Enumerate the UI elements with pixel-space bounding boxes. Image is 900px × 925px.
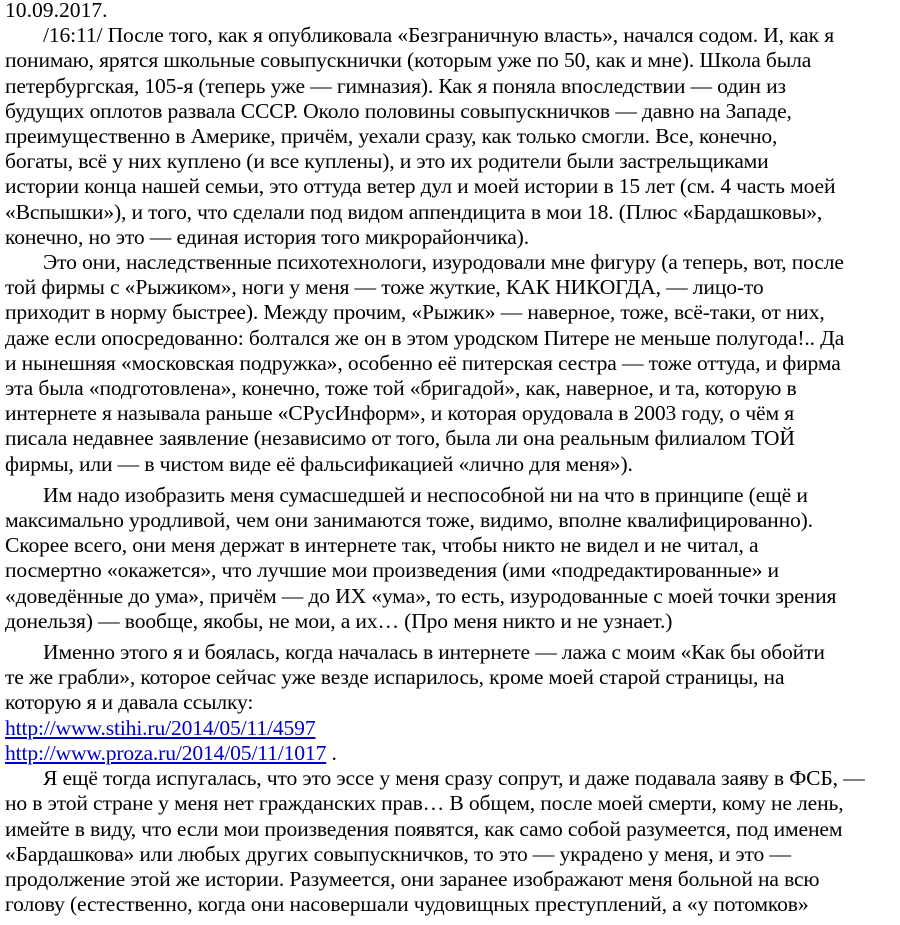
text-line: интернете я называла раньше «СРусИнформ», и которая орудовала в 2003 году, о чём я	[5, 401, 795, 426]
text-line: богаты, всё у них куплено (и все куплены), и это их родители были застрельщиками	[5, 149, 769, 174]
text-line: посмертно «окажется», что лучшие мои произведения (ими «подредактированные» и	[5, 558, 779, 583]
text-line: Им надо изобразить меня сумасшедшей и неспособной ни на что в принципе (ещё и	[43, 482, 808, 507]
text-line: приходит в норму быстрее). Между прочим, «Рыжик» — наверное, тоже, всё-таки, от них,	[5, 300, 825, 325]
text-line: Скорее всего, они меня держат в интернете так, чтобы никто не видел и не читал, а	[5, 533, 759, 558]
paragraph-5	[5, 766, 895, 917]
text-line: той фирмы с «Рыжиком», ноги у меня — тоже жуткие, КАК НИКОГДА, — лицо-то	[5, 275, 764, 300]
text-line: /16:11/ После того, как я опубликовала «Безграничную власть», начался содом. И, как я	[43, 23, 834, 48]
text-line: Я ещё тогда испугалась, что это эссе у меня сразу сопрут, и даже подавала заяву в ФСБ, —	[43, 766, 865, 791]
text-line: но в этой стране у меня нет гражданских прав… В общем, после моей смерти, кому не лень,	[5, 791, 844, 816]
text-line: голову (естественно, когда они насовершали чудовищных преступлений, а «у потомков»	[5, 892, 809, 917]
text-line: писала недавнее заявление (независимо от того, была ли она реальным филиалом ТОЙ	[5, 426, 795, 451]
text-line: понимаю, ярятся школьные совыпускнички (которым уже по 50, как и мне). Школа была	[5, 48, 812, 73]
paragraph-2	[5, 250, 895, 477]
text-line: фирмы, или — в чистом виде её фальсификацией «лично для меня»).	[5, 451, 633, 476]
text-line: продолжение этой же истории. Разумеется, они заранее изображают меня больной на всю	[5, 866, 820, 891]
text-line: петербургская, 105-я (теперь уже — гимназия). Как я поняла впоследствии — один из	[5, 73, 786, 98]
text-line: Именно этого я и боялась, когда началась в интернете — лажа с моим «Как бы обойти	[43, 640, 825, 665]
text-line: имейте в виду, что если мои произведения появятся, как само собой разумеется, под именем	[5, 816, 843, 841]
text-line: которую я и давала ссылку:	[5, 690, 254, 715]
text-line: «Бардашкова» или любых других совыпускничков, то это — украдено у меня, и это —	[5, 841, 791, 866]
text-line: будущих оплотов развала СССР. Около половины совыпускничков — давно на Западе,	[5, 98, 792, 123]
text-line: эта была «подготовлена», конечно, тоже той «бригадой», как, наверное, и та, которую в	[5, 376, 797, 401]
text-line: даже если опосредованно: болтался же он в этом уродском Питере не меньше полугода!.. Да	[5, 325, 845, 350]
paragraph-1	[5, 23, 895, 250]
text-line: те же грабли», которое сейчас уже везде испарилось, кроме моей старой страницы, на	[5, 665, 785, 690]
text-line: «доведённые до ума», причём — до ИХ «ума», то есть, изуродованные с моей точки зрения	[5, 583, 837, 608]
text-line: и нынешняя «московская подружка», особенно её питерская сестра — тоже оттуда, и фирма	[5, 350, 841, 375]
paragraph-4	[5, 640, 895, 766]
text-line: Это они, наследственные психотехнологи, изуродовали мне фигуру (а теперь, вот, после	[43, 250, 844, 275]
text-line: «Вспышки»), и того, что сделали под видом аппендицита в мои 18. (Плюс «Бардашковы»,	[5, 199, 823, 224]
link-line	[5, 741, 895, 766]
text-line: максимально уродливой, чем они занимаются тоже, видимо, вполне квалифицированно).	[5, 508, 813, 533]
link-line	[5, 716, 895, 741]
link-suffix: .	[326, 740, 337, 765]
paragraph-3	[5, 483, 895, 634]
text-line: истории конца нашей семьи, это оттуда ветер дул и моей истории в 15 лет (см. 4 часть моей	[5, 174, 836, 199]
text-line: преимущественно в Америке, причём, уехали сразу, как только смогли. Все, конечно,	[5, 124, 778, 149]
proza-link[interactable]: http://www.proza.ru/2014/05/11/1017	[5, 740, 327, 765]
entry-date: 10.09.2017.	[5, 0, 108, 22]
stihi-link[interactable]: http://www.stihi.ru/2014/05/11/4597	[5, 715, 316, 740]
text-line: донельзя) — вообще, якобы, не мои, а их… (Про меня никто и не узнает.)	[5, 608, 673, 633]
text-line: конечно, но это — единая история того микрорайончика).	[5, 224, 529, 249]
